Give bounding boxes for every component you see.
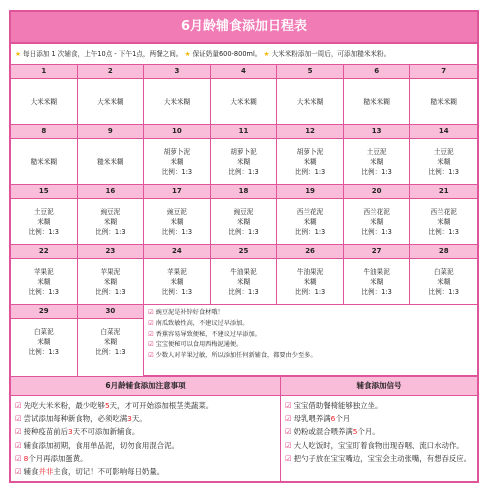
check-icon: ☑ [148, 352, 154, 360]
day-number: 6 [344, 65, 410, 79]
food-line: 比例：1:3 [361, 287, 392, 296]
signal-list [281, 396, 477, 468]
food-line: 豌豆泥 [100, 207, 121, 216]
list-item: ☑ 大人吃饭时，宝宝盯着食物出现吞咽、流口水动作。 [285, 440, 464, 450]
food-line: 米糊 [103, 337, 117, 346]
food-line: 苹果泥 [167, 267, 187, 276]
notice-list [11, 396, 280, 481]
day-food [211, 79, 277, 124]
check-icon: ☑ [285, 414, 292, 424]
food-line: 大米米糊 [230, 97, 257, 106]
day-food [410, 259, 477, 304]
calendar-grid [11, 65, 477, 305]
food-line: 米糊 [236, 277, 251, 286]
day-cell [277, 245, 344, 305]
star-icon: ★ [263, 50, 270, 58]
signal-heading: 辅食添加信号 [281, 377, 477, 396]
food-line: 大米米糊 [163, 97, 191, 106]
food-line: 比例：1:3 [294, 287, 326, 296]
day-number: 11 [211, 125, 277, 139]
food-line: 比例：1:3 [161, 167, 193, 176]
day-food [11, 259, 77, 304]
day-food [78, 79, 144, 124]
food-line: 糙米米糊 [430, 97, 457, 106]
list-item: ☑ 母乳喂养满6个月 [285, 414, 351, 424]
tip-item: ☑ 豌豆泥是补锌好食材哦！ [148, 309, 224, 316]
day-food [11, 199, 77, 244]
food-line: 米糊 [370, 277, 384, 286]
food-line: 土豆泥 [33, 207, 54, 216]
schedule-sheet [9, 10, 479, 483]
food-line: 米糊 [170, 277, 184, 286]
day-cell [11, 245, 78, 305]
day-food [344, 259, 410, 304]
day-food [144, 139, 210, 184]
food-line: 米糊 [303, 217, 317, 226]
food-line: 米糊 [437, 277, 451, 286]
day-food [211, 139, 277, 184]
day-food [211, 199, 277, 244]
food-line: 米糊 [170, 157, 184, 166]
food-line: 米糊 [103, 277, 117, 286]
check-icon: ☑ [285, 453, 292, 463]
list-item: ☑ 奶粉或混合喂养满5个月。 [285, 427, 380, 437]
food-line: 西兰花泥 [430, 207, 457, 216]
day-number: 25 [211, 245, 277, 259]
day-food [410, 79, 477, 124]
day-number: 20 [344, 185, 410, 199]
day-number: 4 [211, 65, 277, 79]
food-line: 大米米糊 [296, 97, 324, 106]
tip-item: ☑ 南瓜致敏性高，不建议过早添加。 [148, 319, 249, 327]
day-number: 26 [277, 245, 343, 259]
day-food [144, 199, 210, 244]
day-cell [211, 125, 278, 185]
food-line: 米糊 [303, 157, 317, 166]
food-line: 比例：1:3 [428, 287, 459, 296]
day-cell [144, 185, 211, 245]
day-cell [144, 65, 211, 125]
food-line: 比例：1:3 [95, 347, 126, 356]
check-icon: ☑ [15, 414, 22, 424]
food-line: 比例：1:3 [28, 227, 59, 236]
check-icon: ☑ [15, 427, 22, 437]
day-number: 19 [277, 185, 343, 199]
day-cell [11, 65, 78, 125]
day-cell [277, 185, 344, 245]
check-icon: ☑ [15, 440, 22, 450]
day-cell [144, 245, 211, 305]
food-line: 大米米糊 [30, 97, 57, 106]
check-icon: ☑ [15, 467, 22, 477]
day-cell [344, 125, 411, 185]
tip-item: ☑ 少数人对苹果过敏，所以添加任何新辅食，都要由少至多。 [148, 352, 317, 360]
list-item: ☑ 接种疫苗前后3天不可添加新辅食。 [15, 427, 140, 437]
day-number: 15 [11, 185, 77, 199]
check-icon: ☑ [15, 453, 22, 463]
page-title: 6月龄辅食添加日程表 [11, 12, 477, 44]
day-cell [277, 125, 344, 185]
check-icon: ☑ [285, 440, 292, 450]
food-line: 米糊 [437, 157, 451, 166]
food-line: 米糊 [370, 157, 384, 166]
day-food [277, 259, 343, 304]
day-food [277, 199, 343, 244]
day-number: 13 [344, 125, 410, 139]
day-number: 3 [144, 65, 210, 79]
day-number: 22 [11, 245, 77, 259]
day-food [344, 199, 410, 244]
food-line: 白菜泥 [100, 327, 121, 336]
day-number: 29 [11, 305, 77, 319]
food-line: 米糊 [37, 217, 51, 226]
food-line: 牛油果泥 [363, 267, 390, 276]
day-food [11, 319, 77, 364]
check-icon: ☑ [285, 401, 292, 410]
food-line: 土豆泥 [433, 147, 454, 156]
day-number: 2 [78, 65, 144, 79]
day-number: 16 [78, 185, 144, 199]
check-icon: ☑ [148, 341, 154, 349]
tips-cell [144, 305, 477, 377]
day-number: 18 [211, 185, 277, 199]
food-line: 糙米米糊 [97, 157, 124, 166]
day-cell [11, 305, 78, 377]
day-food [78, 199, 144, 244]
day-food [344, 79, 410, 124]
food-line: 土豆泥 [366, 147, 387, 156]
food-line: 米糊 [37, 277, 51, 286]
calendar-last-row [11, 305, 477, 377]
food-line: 糙米米糊 [363, 97, 390, 106]
day-cell [410, 125, 477, 185]
day-food [78, 319, 144, 364]
day-cell [211, 185, 278, 245]
notice-panel [11, 377, 281, 481]
day-food [78, 259, 144, 304]
check-icon: ☑ [148, 319, 154, 327]
day-number: 1 [11, 65, 77, 79]
check-icon: ☑ [148, 330, 154, 338]
food-line: 比例：1:3 [95, 287, 126, 296]
day-cell [410, 245, 477, 305]
food-line: 米糊 [103, 217, 117, 226]
day-food [144, 259, 210, 304]
food-line: 比例：1:3 [361, 167, 392, 176]
food-line: 糙米米糊 [30, 157, 57, 166]
day-cell [344, 185, 411, 245]
food-line: 比例：1:3 [428, 167, 459, 176]
day-number: 21 [410, 185, 477, 199]
notes-bar [11, 44, 477, 65]
food-line: 西兰花泥 [296, 207, 324, 216]
food-line: 米糊 [437, 217, 451, 226]
food-line: 米糊 [236, 157, 251, 166]
day-number: 28 [410, 245, 477, 259]
day-food [410, 199, 477, 244]
food-line: 牛油果泥 [296, 267, 324, 276]
day-cell [78, 125, 145, 185]
food-line: 比例：1:3 [28, 347, 59, 356]
day-number: 5 [277, 65, 343, 79]
day-cell [277, 65, 344, 125]
day-food [144, 79, 210, 124]
day-food [11, 79, 77, 124]
day-number: 24 [144, 245, 210, 259]
food-line: 比例：1:3 [228, 227, 259, 236]
food-line: 胡萝卜泥 [296, 147, 324, 156]
day-food [11, 139, 77, 184]
note-3: 大米米粉添加一周后，可添加糙米米粉。 [271, 50, 391, 58]
food-line: 比例：1:3 [161, 287, 193, 296]
day-food [277, 79, 343, 124]
day-cell [78, 185, 145, 245]
list-item: ☑ 尝试添加每种新食物，必须吃满3天。 [15, 414, 147, 424]
day-cell [11, 185, 78, 245]
food-line: 胡萝卜泥 [230, 147, 257, 156]
tips-list [144, 305, 477, 376]
bottom-panels [11, 377, 477, 481]
day-cell [78, 245, 145, 305]
food-line: 比例：1:3 [361, 227, 392, 236]
list-item: ☑ 辅食添加初期，食用单品泥，切勿食用混合泥。 [15, 440, 179, 450]
notice-heading: 6月龄辅食添加注意事项 [11, 377, 280, 396]
tip-item: ☑ 宝宝便秘可以食用西梅泥通便。 [148, 341, 243, 349]
day-cell [410, 185, 477, 245]
day-cell [11, 125, 78, 185]
day-number: 12 [277, 125, 343, 139]
check-icon: ☑ [148, 309, 154, 316]
food-line: 苹果泥 [33, 267, 54, 276]
day-number: 14 [410, 125, 477, 139]
note-1: 每日添加 1 次辅食，上午10点 - 下午1点，两餐之间。 [23, 50, 183, 58]
star-icon: ★ [15, 50, 21, 58]
day-cell [410, 65, 477, 125]
check-icon: ☑ [15, 401, 22, 410]
day-food [78, 139, 144, 184]
signal-panel [281, 377, 477, 481]
food-line: 白菜泥 [433, 267, 454, 276]
food-line: 豌豆泥 [167, 207, 187, 216]
day-cell [78, 65, 145, 125]
food-line: 米糊 [303, 277, 317, 286]
day-cell [78, 305, 145, 377]
food-line: 比例：1:3 [95, 227, 126, 236]
food-line: 比例：1:3 [228, 287, 259, 296]
food-line: 胡萝卜泥 [163, 147, 191, 156]
food-line: 大米米糊 [97, 97, 124, 106]
day-food [211, 259, 277, 304]
day-cell [211, 65, 278, 125]
list-item: ☑ 把勺子放在宝宝嘴边，宝宝会主动张嘴，有想吞反应。 [285, 453, 472, 463]
day-number: 30 [78, 305, 144, 319]
list-item: ☑ 辅食并非主食，切记！不可影响每日奶量。 [15, 467, 165, 477]
food-line: 比例：1:3 [228, 167, 259, 176]
day-cell [344, 65, 411, 125]
note-2: 保证奶量600-800ml。 [192, 50, 262, 58]
list-item: ☑ 宝宝借助餐椅能够独立坐。 [285, 401, 383, 410]
food-line: 比例：1:3 [161, 227, 193, 236]
food-line: 比例：1:3 [294, 227, 326, 236]
day-food [344, 139, 410, 184]
food-line: 比例：1:3 [28, 287, 59, 296]
tip-item: ☑ 香蕉容易导致便秘，不建议过早添加。 [148, 330, 261, 338]
food-line: 白菜泥 [33, 327, 54, 336]
food-line: 比例：1:3 [294, 167, 326, 176]
day-number: 10 [144, 125, 210, 139]
food-line: 比例：1:3 [428, 227, 459, 236]
food-line: 米糊 [170, 217, 184, 226]
food-line: 西兰花泥 [363, 207, 390, 216]
day-food [277, 139, 343, 184]
list-item: ☑ 先吃大米米粉，最少吃够5天，才可开始添加根茎类蔬菜。 [15, 401, 214, 410]
day-number: 7 [410, 65, 477, 79]
day-cell [344, 245, 411, 305]
day-number: 9 [78, 125, 144, 139]
food-line: 米糊 [236, 217, 251, 226]
check-icon: ☑ [285, 427, 292, 437]
food-line: 米糊 [370, 217, 384, 226]
day-number: 8 [11, 125, 77, 139]
day-cell [144, 125, 211, 185]
food-line: 牛油果泥 [230, 267, 257, 276]
day-food [410, 139, 477, 184]
day-number: 23 [78, 245, 144, 259]
day-cell [211, 245, 278, 305]
day-number: 17 [144, 185, 210, 199]
food-line: 豌豆泥 [233, 207, 254, 216]
day-number: 27 [344, 245, 410, 259]
list-item: ☑ 8个月再添加蛋黄。 [15, 453, 88, 463]
food-line: 米糊 [37, 337, 51, 346]
food-line: 苹果泥 [100, 267, 121, 276]
star-icon: ★ [184, 50, 191, 58]
